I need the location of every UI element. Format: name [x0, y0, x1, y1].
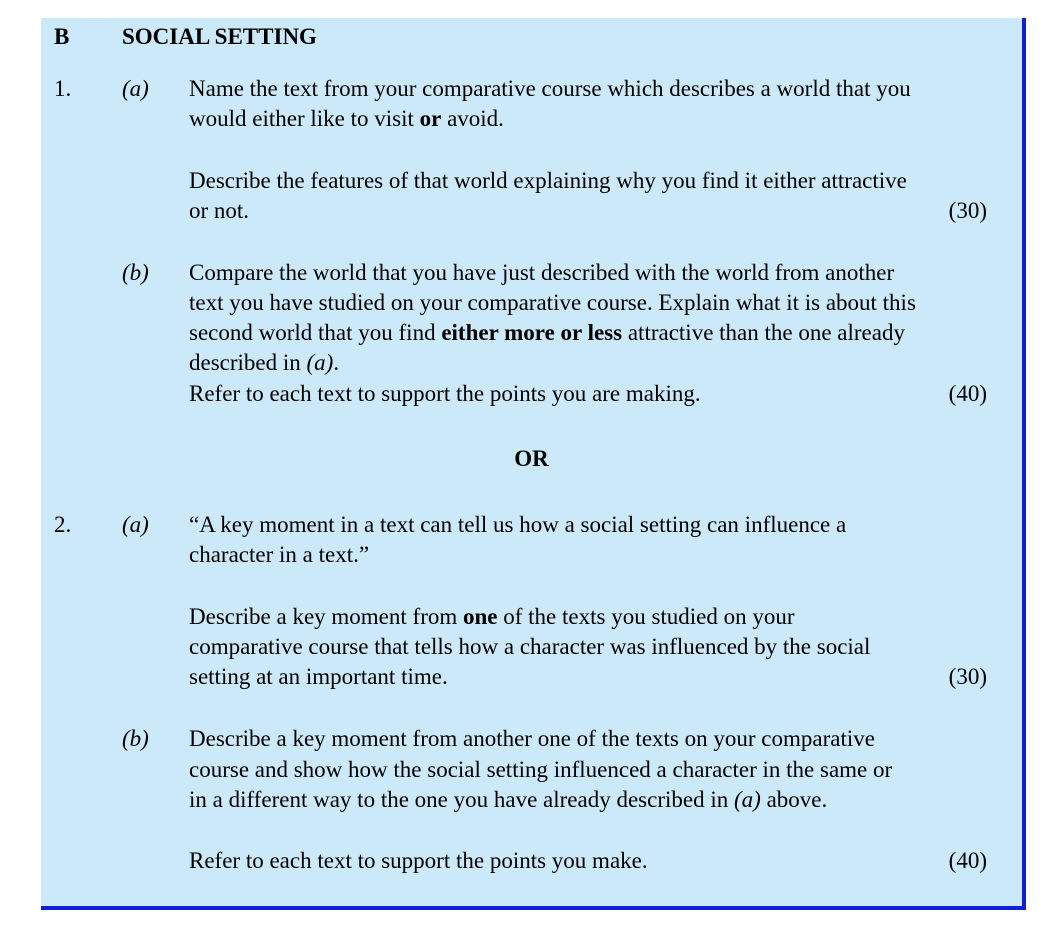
q2a-label: (a) — [122, 512, 149, 537]
q1-number: 1. — [54, 76, 72, 101]
text-span: would either like to visit — [189, 106, 420, 131]
q1b-marks: (40) — [948, 381, 987, 406]
section-letter: B — [54, 24, 70, 49]
text-span: avoid. — [441, 106, 504, 131]
text-span: . — [333, 350, 340, 375]
bold-text: one — [463, 604, 498, 629]
text-span: Describe a key moment from — [189, 604, 463, 629]
question-panel — [41, 18, 1026, 910]
q2a-line-4: comparative course that tells how a character was influenced by the social — [189, 634, 871, 659]
q2b-line-4: Refer to each text to support the points you make. — [189, 848, 648, 873]
q2b-marks: (40) — [948, 848, 987, 873]
q1a-line-2 — [189, 104, 504, 134]
q2b-label: (b) — [122, 726, 149, 751]
q2-number: 2. — [54, 512, 72, 537]
q1a-marks: (30) — [948, 198, 987, 223]
q2b-line-2: course and show how the social setting influenced a character in the same or — [189, 757, 893, 782]
text-span: described in — [189, 350, 307, 375]
q2a-line-5: setting at an important time. — [189, 664, 448, 689]
q1a-label: (a) — [122, 76, 149, 101]
italic-text: (a) — [733, 787, 761, 812]
bold-text: either more or less — [441, 320, 623, 345]
q1b-label: (b) — [122, 260, 149, 285]
q1b-line-4 — [189, 348, 339, 378]
q2a-marks: (30) — [948, 664, 987, 689]
q2a-line-1: “A key moment in a text can tell us how a social setting can influence a — [189, 512, 847, 537]
bold-text: or — [419, 106, 442, 131]
text-span: of the texts you studied on your — [497, 604, 795, 629]
q1a-line-1: Name the text from your comparative course which describes a world that you — [189, 76, 911, 101]
q1b-line-1: Compare the world that you have just described with the world from another — [189, 260, 895, 285]
section-title: SOCIAL SETTING — [122, 24, 317, 49]
q2a-line-3 — [189, 602, 795, 632]
q2b-line-1: Describe a key moment from another one of the texts on your comparative — [189, 726, 875, 751]
q2b-line-3 — [189, 785, 827, 815]
text-span: attractive than the one already — [622, 320, 905, 345]
or-divider: OR — [514, 446, 549, 471]
q1a-line-3: Describe the features of that world explaining why you find it either attractive — [189, 168, 907, 193]
q2a-line-2: character in a text.” — [189, 542, 370, 567]
q1b-line-5: Refer to each text to support the points you are making. — [189, 381, 701, 406]
q1b-line-3 — [189, 318, 905, 348]
italic-text: (a) — [306, 350, 334, 375]
text-span: above. — [760, 787, 828, 812]
text-span: in a different way to the one you have already described in — [189, 787, 734, 812]
q1a-line-4: or not. — [189, 198, 250, 223]
text-span: second world that you find — [189, 320, 442, 345]
q1b-line-2: text you have studied on your comparative course. Explain what it is about this — [189, 290, 916, 315]
